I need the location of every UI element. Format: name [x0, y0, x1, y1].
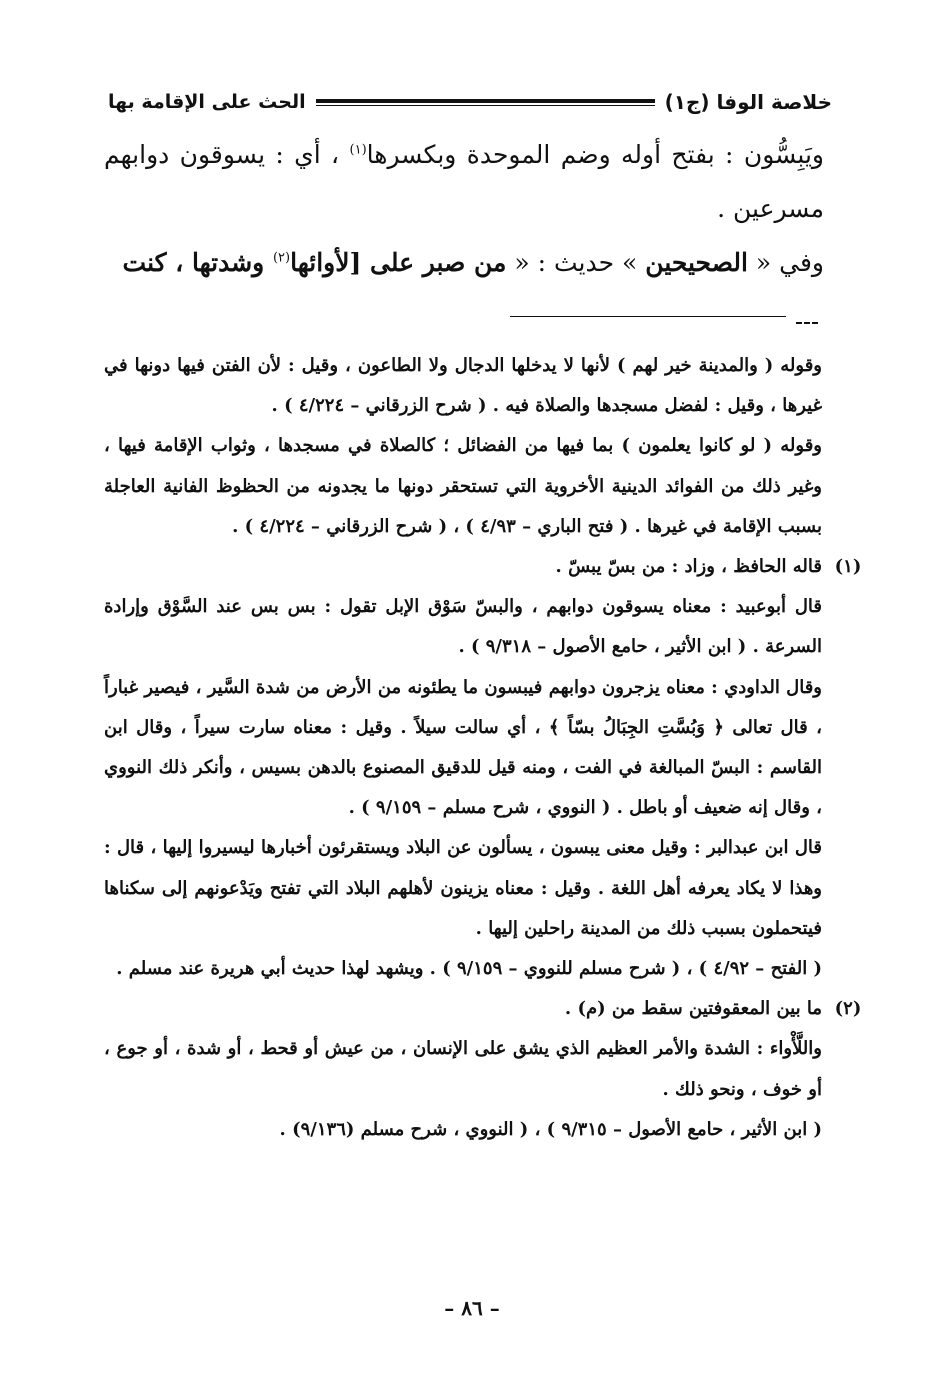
- footnote-2-line-1: ما بين المعقوفتين سقط من (م) .: [564, 998, 822, 1020]
- running-header: [108, 86, 832, 118]
- sahihain-term: الصحيحين: [645, 248, 748, 277]
- footnote-2-line-2: واللَّأْواء : الشدة والأمر العظيم الذي يشق على الإنسان ، من عيش أو قحط ، أو شدة ، أو جوع ، أو خوف ، ونحو ذلك .: [104, 1038, 822, 1100]
- footnote-1-number: (١): [834, 556, 862, 578]
- footnote-ref-1[interactable]: (١): [349, 142, 367, 158]
- footnote-1: [104, 547, 862, 989]
- footnote-ref-2[interactable]: (٢): [272, 250, 291, 266]
- footnote-separator: [510, 316, 786, 317]
- main-paragraph-1: [104, 128, 824, 236]
- book-title: خلاصة الوفا (ج١): [664, 90, 832, 114]
- note-continued-2: وقوله ( لو كانوا يعلمون ) بما فيها من الفضائل ؛ كالصلاة في مسجدها ، وثواب الإقامة فيها ، وغير ذلك من الفوائد الدينية الأخروية التي تستحقر دونها ما يجدونه من الحظوظ الفانية العاجلة بسبب الإقامة في غيرها . ( فتح الباري – ٤/٩٣ ) ، ( شرح الزرقاني – ٤/٢٢٤ ) .: [104, 435, 822, 537]
- main-paragraph-2: [104, 236, 824, 290]
- footnote-1-line-4: قال ابن عبدالبر : وقيل معنى يبسون ، يسألون عن البلاد ويستقرئون أخبارها ليسيروا إليها ، قال : وهذا لا يكاد يعرفه أهل اللغة . وقيل : معناه يزينون لأهلهم البلاد التي تفتح ويَدْعونهم إلى سكناها فيتحملون بسبب ذلك من المدينة راحلين إليها .: [104, 837, 822, 939]
- main-line-1-rest: ، أي : يسوقون دوابهم: [104, 140, 350, 169]
- footnote-2: [104, 989, 862, 1150]
- footnote-2-number: (٢): [834, 998, 862, 1020]
- main-line-3c: » حديث : «: [506, 248, 646, 277]
- main-line-1: ويَبِسُّون : بفتح أوله وضم الموحدة وبكسرها: [366, 140, 824, 169]
- main-line-2: مسرعين .: [717, 194, 824, 223]
- footnote-1-line-3: وقال الداودي : معناه يزجرون دوابهم فيبسون ما يطئونه من الأرض من شدة السَّير ، فيصير غباراً ، قال تعالى ﴿ وَبُسَّتِ الجِبَالُ بسّاً ﴾ ، أي سالت سيلاً . وقيل : معناه سارت سيراً ، وقال ابن القاسم : البسّ المبالغة في الفت ، ومنه قيل للدقيق المصنوع بالدهن بسيس ، وأنكر ذلك النووي ، وقال إنه ضعيف أو باطل . ( النووي ، شرح مسلم – ٩/١٥٩ ) .: [104, 676, 822, 819]
- hadith-text: من صبر على [لأوائها: [290, 248, 507, 277]
- footnote-2-line-3: ( ابن الأثير ، حامع الأصول – ٩/٣١٥ ) ، ( النووي ، شرح مسلم (٩/١٣٦) .: [279, 1118, 822, 1140]
- page-number: – ٨٦ –: [444, 1296, 500, 1320]
- footnotes: [104, 346, 862, 1150]
- hadith-text-cont: وشدتها ، كنت: [122, 248, 273, 277]
- note-continued-1: وقوله ( والمدينة خير لهم ) لأنها لا يدخلها الدجال ولا الطاعون ، وقيل : لأن الفتن فيها دونها في غيرها ، وقيل : لفضل مسجدها والصلاة فيه . ( شرح الزرقاني – ٤/٢٢٤ ) .: [104, 355, 822, 417]
- footnote-1-line-5: ( الفتح – ٤/٩٢ ) ، ( شرح مسلم للنووي – ٩/١٥٩ ) . ويشهد لهذا حديث أبي هريرة عند مسلم .: [116, 958, 822, 980]
- main-line-3a: وفي «: [747, 248, 824, 277]
- footnote-separator-dash: [796, 322, 818, 324]
- footnote-1-line-1: قاله الحافظ ، وزاد : من بسّ يبسّ .: [555, 556, 822, 578]
- main-text: [104, 128, 824, 290]
- header-rule: [316, 99, 655, 106]
- chapter-title: الحث على الإقامة بها: [108, 91, 306, 113]
- footnote-1-line-2: قال أبوعبيد : معناه يسوقون دوابهم ، والبسّ سَوْق الإبل تقول : بس بس عند السَّوْق وإرادة السرعة . ( ابن الأثير ، حامع الأصول – ٩/٣١٨ ) .: [104, 596, 822, 658]
